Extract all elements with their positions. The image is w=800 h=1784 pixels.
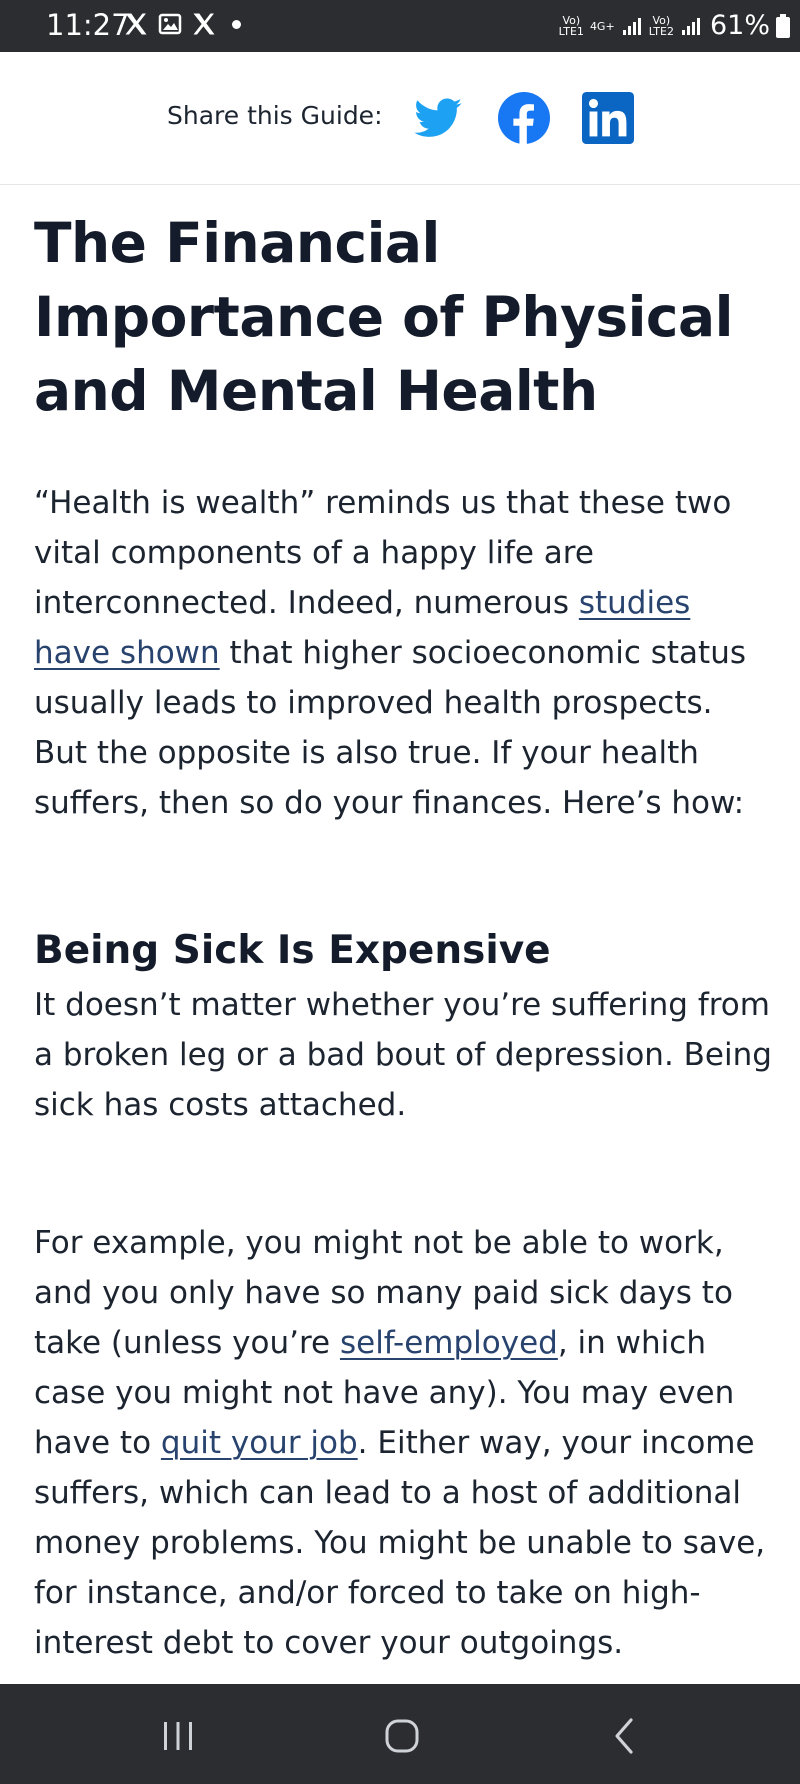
studies-link[interactable]: studies have shown	[34, 585, 691, 671]
quit-your-job-link[interactable]: quit your job	[160, 1425, 358, 1461]
intro-text-2: that higher socioeconomic status usually leads to improved health prospects. But the opposite is also true. If your health suffers, then so do your finances. Here’s how:	[34, 635, 747, 821]
status-time: 11:27	[46, 8, 130, 42]
facebook-icon[interactable]	[498, 92, 550, 144]
share-label: Share this Guide:	[167, 101, 383, 130]
para2-text-2: , in which case you might not have any). You may even have to	[34, 1325, 735, 1461]
signal-icon	[680, 16, 702, 36]
share-bar	[0, 52, 800, 185]
para2-text-3: . Either way, your income suffers, which can lead to a host of additional money problems. You might be unable to save, for instance, and/or forced to take on high-interest debt to cover your outgoings.	[34, 1425, 766, 1661]
x-logo-icon	[122, 10, 150, 38]
section-paragraph-1: It doesn’t matter whether you’re suffering from a broken leg or a bad bout of depression. Being sick has costs attached.	[34, 987, 772, 1123]
gallery-icon	[158, 12, 182, 36]
system-icons	[559, 10, 790, 42]
back-icon[interactable]	[604, 1714, 648, 1758]
network-type-label: 4G+	[589, 19, 615, 33]
section-heading: Being Sick Is Expensive	[34, 928, 551, 973]
volte2-label: Vo) LTE2	[648, 14, 674, 38]
notification-icons	[122, 10, 241, 38]
para2-text-1: For example, you might not be able to work, and you only have so many paid sick days to take (unless you’re	[34, 1225, 733, 1361]
signal-icon	[621, 16, 643, 36]
battery-percent: 61%	[709, 10, 770, 41]
intro-text-1: “Health is wealth” reminds us that these two vital components of a happy life are interconnected. Indeed, numerous	[34, 485, 732, 621]
article-title: The Financial Importance of Physical and Mental Health	[34, 211, 734, 423]
section-paragraph-2	[34, 1218, 774, 1668]
notification-dot-icon	[232, 20, 241, 29]
x-logo-icon	[190, 10, 218, 38]
system-nav-bar	[0, 1684, 800, 1784]
home-icon[interactable]	[380, 1714, 424, 1758]
status-bar	[0, 0, 800, 52]
linkedin-icon[interactable]	[582, 92, 634, 144]
battery-icon	[776, 14, 790, 38]
twitter-icon[interactable]	[412, 92, 464, 144]
volte1-label: Vo) LTE1	[558, 14, 584, 38]
self-employed-link[interactable]: self-employed	[339, 1325, 558, 1361]
recent-apps-icon[interactable]	[156, 1714, 200, 1758]
intro-paragraph	[34, 478, 774, 828]
article	[34, 184, 774, 1661]
